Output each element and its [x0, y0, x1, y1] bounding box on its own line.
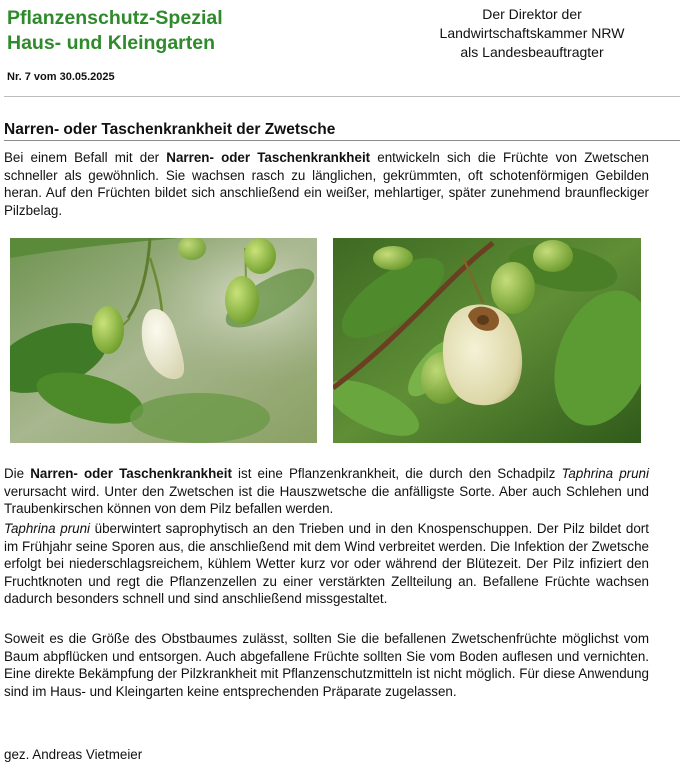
paragraph-control: Soweit es die Größe des Obstbaumes zulässt, sollten Sie die befallenen Zwetschenfrüchte möglichst vom Baum abpflücken und entsorgen. Auch abgefallene Früchte sollten Sie vom Boden auflesen und vernichten. Eine direkte Bekämpfung der Pilzkrankheit mit Pflanzenschutzmitteln ist nicht möglich. Für diese Anwendung sind im Haus- und Kleingarten keine entsprechenden Präparate zugelassen. — [4, 631, 649, 699]
header-divider — [4, 96, 680, 97]
bulletin-title — [7, 6, 223, 56]
paragraph-lifecycle: Taphrina pruni überwintert saprophytisch an den Trieben und in den Knospenschuppen. Der Pilz bildet dort im Frühjahr seine Sporen aus, die anschließend mit dem Wind verbreitet werden. Die Infektion der Zwetsche erfolgt bei niederschlagsreichem, kühlem Wetter kurz vor oder während der Blütezeit. Der Pilz infiziert den Fruchtknoten und regt die Pflanzenzellen zu einer verstärkten Zellteilung an. Befallene Früchte wachsen dadurch besonders schnell und sind anschließend missgestaltet. — [4, 521, 649, 606]
photo-infected-fruit-twig-image — [10, 238, 317, 443]
pathogen-name-italic: Taphrina pruni — [561, 466, 649, 481]
signature: gez. Andreas Vietmeier — [4, 747, 143, 762]
issuer-block — [412, 5, 652, 62]
disease-name-bold: Narren- oder Taschenkrankheit — [30, 466, 232, 481]
issuer-line-2: Landwirtschaftskammer NRW — [439, 25, 625, 41]
issuer-line-3: als Landesbeauftragter — [460, 44, 604, 60]
bulletin-title-line-1: Pflanzenschutz-Spezial — [7, 7, 223, 29]
issuer-line-1: Der Direktor der — [482, 6, 582, 22]
paragraph-cause: Die Narren- oder Taschenkrankheit ist eine Pflanzenkrankheit, die durch den Schadpilz Taphrina pruni verursacht wird. Unter den Zwetschen ist die Hauszwetsche die anfälligste Sorte. Aber auch Schlehen und Traubenkirschen können von dem Pilz befallen werden. — [4, 466, 649, 516]
photo-infected-fruit-branch — [333, 238, 641, 443]
photo-infected-fruit-branch-image — [333, 238, 641, 443]
photo-infected-fruit-twig — [10, 238, 317, 443]
disease-name-bold: Narren- oder Taschenkrankheit — [166, 150, 371, 165]
issue-number: Nr. 7 vom 30.05.2025 — [7, 71, 115, 83]
article-heading: Narren- oder Taschenkrankheit der Zwetsche — [4, 120, 680, 141]
paragraph-symptoms: Bei einem Befall mit der Narren- oder Taschenkrankheit entwickeln sich die Früchte von Zwetschen schneller als gewöhnlich. Sie wachsen rasch zu länglichen, gekrümmten, oft schotenförmigen Gebilden heran. Auf den Früchten bildet sich anschließend ein weißer, mehlartiger, später zunehmend braunfleckiger Pilzbelag. — [4, 150, 649, 218]
bulletin-title-line-2: Haus- und Kleingarten — [7, 32, 216, 54]
pathogen-name-italic: Taphrina pruni — [4, 521, 91, 536]
